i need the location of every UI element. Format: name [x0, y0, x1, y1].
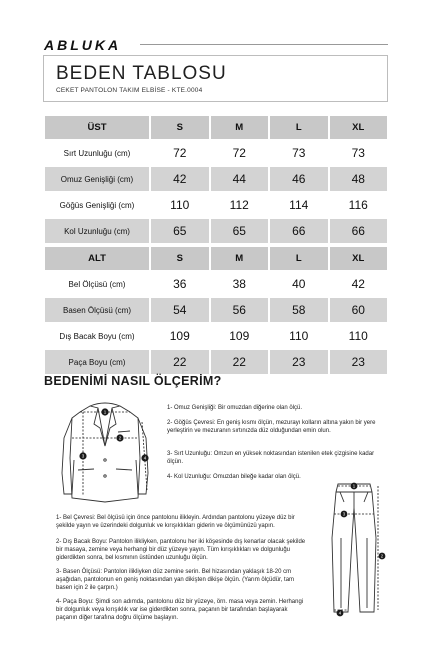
table-cell: 22 [151, 350, 209, 374]
table-row [45, 350, 387, 374]
jacket-marker: 1 [103, 409, 107, 415]
table-cell: 109 [151, 324, 209, 348]
pants-note-2: 2- Dış Bacak Boyu: Pantolon ilikliyken, pantolonu her iki köşesinde dış kenarlar olacak şekilde bir masaya, zemine veya herhangi bir düz yüzeye yayın. Tüm kırışıklıkları ve dolgunluğu giderdikten sonra, bel kısmının üstünden uzunluğu ölçün. [56, 539, 306, 562]
jacket-marker: 4 [143, 455, 147, 461]
row-label: Basen Ölçüsü (cm) [45, 298, 149, 322]
column-header: XL [330, 116, 388, 139]
page-subtitle: CEKET PANTOLON TAKIM ELBİSE - KTE.0004 [56, 87, 203, 94]
table-cell: 22 [211, 350, 269, 374]
table-cell: 110 [151, 193, 209, 217]
table-row [45, 324, 387, 348]
row-label: Göğüs Genişliği (cm) [45, 193, 149, 217]
jacket-note-1: 1- Omuz Genişliği: Bir omuzdan diğerine olan ölçü. [167, 405, 303, 411]
table-cell: 73 [330, 141, 388, 165]
column-header: M [211, 116, 269, 139]
table-cell: 72 [151, 141, 209, 165]
table-row [45, 298, 387, 322]
table-cell: 66 [330, 219, 388, 243]
jacket-note-2: 2- Göğüs Çevresi: En geniş kısmı ölçün, mezurayı kolların altına yakın bir yere yerleştirin ve mezuranın sırtınızda düz olduğundan emin olun. [167, 420, 376, 435]
table-row [45, 272, 387, 296]
jacket-marker: 2 [118, 435, 122, 441]
pants-illustration [318, 478, 390, 620]
table-cell: 42 [330, 272, 388, 296]
row-label: Dış Bacak Boyu (cm) [45, 324, 149, 348]
table-header-row [45, 116, 387, 139]
table-cell: 116 [330, 193, 388, 217]
pants-marker: 3 [342, 511, 346, 517]
table-cell: 112 [211, 193, 269, 217]
page-title: BEDEN TABLOSU [56, 63, 227, 84]
table-cell: 60 [330, 298, 388, 322]
table-row [45, 193, 387, 217]
column-header: M [211, 247, 269, 270]
table-cell: 23 [270, 350, 328, 374]
pants-note-1: 1- Bel Çevresi: Bel ölçüsü için önce pantolonu ilikleyin. Ardından pantolonu yüzeye düz bir şekilde yayın ve üzerindeki dolgunluk ve kırışıklıkları giderin ve ölçümünüzü yapın. [56, 515, 295, 530]
table-cell: 58 [270, 298, 328, 322]
table-cell: 42 [151, 167, 209, 191]
table-cell: 36 [151, 272, 209, 296]
table-cell: 65 [211, 219, 269, 243]
jacket-illustration [50, 398, 160, 508]
column-header: ÜST [45, 116, 149, 139]
how-to-measure-heading: BEDENİMİ NASIL ÖLÇERİM? [44, 374, 222, 388]
table-cell: 73 [270, 141, 328, 165]
table-cell: 48 [330, 167, 388, 191]
table-cell: 110 [270, 324, 328, 348]
table-cell: 38 [211, 272, 269, 296]
column-header: S [151, 116, 209, 139]
pants-note-3: 3- Basen Ölçüsü: Pantolon ilikliyken düz zemine serin. Bel hizasından yaklaşık 18-20 cm aşağıdan, pantolonun en geniş noktasından yan dikişten dikişe ölçün. (Yarım ölçüdür, tam basen için 2 ile çarpın.) [56, 569, 295, 592]
table-cell: 56 [211, 298, 269, 322]
top-size-table [43, 114, 389, 245]
header-divider [140, 44, 388, 45]
table-cell: 109 [211, 324, 269, 348]
row-label: Omuz Genişliği (cm) [45, 167, 149, 191]
column-header: ALT [45, 247, 149, 270]
table-cell: 40 [270, 272, 328, 296]
table-cell: 72 [211, 141, 269, 165]
row-label: Paça Boyu (cm) [45, 350, 149, 374]
row-label: Kol Uzunluğu (cm) [45, 219, 149, 243]
table-cell: 110 [330, 324, 388, 348]
table-cell: 65 [151, 219, 209, 243]
table-row [45, 167, 387, 191]
table-cell: 44 [211, 167, 269, 191]
bottom-size-table [43, 245, 389, 376]
row-label: Bel Ölçüsü (cm) [45, 272, 149, 296]
pants-marker: 1 [352, 483, 356, 489]
table-cell: 66 [270, 219, 328, 243]
row-label: Sırt Uzunluğu (cm) [45, 141, 149, 165]
table-cell: 23 [330, 350, 388, 374]
table-cell: 54 [151, 298, 209, 322]
table-row [45, 219, 387, 243]
jacket-note-3: 3- Sırt Uzunluğu: Omzun en yüksek noktasından istenilen etek çizgisine kadar ölçün. [167, 451, 375, 466]
pants-marker: 4 [338, 610, 342, 616]
column-header: XL [330, 247, 388, 270]
table-row [45, 141, 387, 165]
column-header: S [151, 247, 209, 270]
pants-marker: 2 [380, 553, 384, 559]
jacket-marker: 3 [81, 453, 85, 459]
column-header: L [270, 247, 328, 270]
jacket-note-4: 4- Kol Uzunluğu: Omuzdan bileğe kadar olan ölçü. [167, 474, 301, 480]
table-cell: 114 [270, 193, 328, 217]
table-cell: 46 [270, 167, 328, 191]
column-header: L [270, 116, 328, 139]
brand-logo: ABLUKA [44, 37, 122, 53]
table-header-row [45, 247, 387, 270]
pants-note-4: 4- Paça Boyu: Şimdi son adımda, pantolonu düz bir yüzeye, örn. masa veya zemin. Herhangi bir dolgunluk veya kırışıklık var ise giderdikten sonra, paçanın bir tarafından başlayarak paçanın diğer tarafına doğru ölçüme başlayın. [56, 599, 304, 622]
